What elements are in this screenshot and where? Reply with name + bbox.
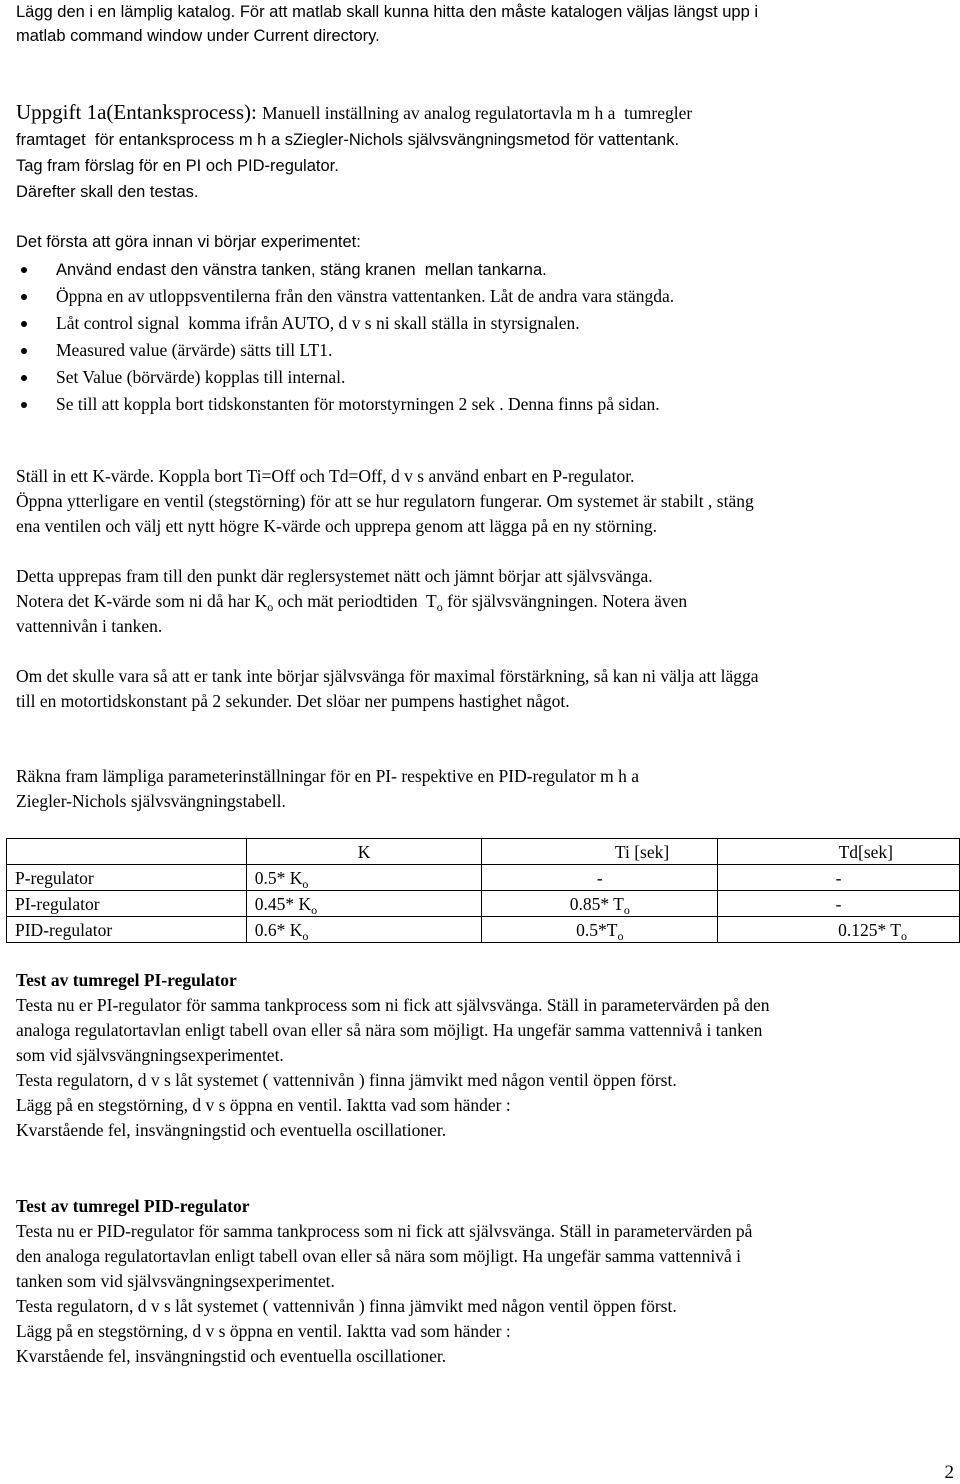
bullet-icon [21, 375, 27, 381]
bullet-icon [21, 294, 27, 300]
table-cell [246, 891, 482, 917]
bullet-icon [21, 348, 27, 354]
table-cell [482, 891, 718, 917]
task-line-2: framtaget för entanksprocess m h a sZiegler-Nichols självsvängningsmetod för vattentank. [16, 131, 680, 149]
table-header-cell: Ti [sek] [482, 839, 718, 865]
cell-value: - [835, 867, 842, 888]
before-heading: Det första att göra innan vi börjar experimentet: [16, 233, 361, 251]
procedure-line-3: ena ventilen och välj ett nytt högre K-värde och upprepa genom att lägga på en ny störning. [16, 516, 657, 536]
bullet-item [16, 283, 674, 310]
pid-test-line: Lägg på en stegstörning, d v s öppna en ventil. Iaktta vad som händer : [16, 1321, 511, 1341]
bullet-text: Se till att koppla bort tidskonstanten för motorstyrningen 2 sek . Denna finns på sidan. [56, 394, 660, 414]
bullet-text: Öppna en av utloppsventilerna från den vänstra vattentanken. Låt de andra vara stängda. [56, 286, 675, 306]
pid-test-line: Testa nu er PID-regulator för samma tankprocess som ni fick att självsvänga. Ställ in parametervärden på [16, 1221, 753, 1241]
subscript-o: o [302, 928, 309, 943]
pid-test-line: Kvarstående fel, insvängningstid och eventuella oscillationer. [16, 1346, 447, 1366]
table-cell: PI-regulator [7, 891, 247, 917]
bullet-text: Measured value (ärvärde) sätts till LT1. [56, 340, 333, 360]
pi-test-line: som vid självsvängningsexperimentet. [16, 1045, 284, 1065]
procedure-line-6: vattennivån i tanken. [16, 616, 163, 636]
pi-test-line: Kvarstående fel, insvängningstid och eventuella oscillationer. [16, 1120, 447, 1140]
page-number: 2 [944, 1462, 954, 1483]
subscript-o: o [302, 876, 309, 891]
pi-test-title: Test av tumregel PI-regulator [16, 970, 237, 990]
table-row [7, 917, 960, 943]
table-header-cell: Td[sek] [718, 839, 960, 865]
subscript-o: o [267, 600, 274, 614]
table-header-row [7, 839, 960, 865]
pid-test-title: Test av tumregel PID-regulator [16, 1196, 250, 1216]
bullet-icon [21, 267, 27, 273]
task-line-4: Därefter skall den testas. [16, 183, 199, 201]
cell-value: - [596, 867, 603, 888]
procedure-line-5-part-b: och mät periodtiden T [273, 591, 437, 611]
table-cell [718, 865, 960, 891]
table-cell [482, 865, 718, 891]
table-header-cell [7, 839, 247, 865]
cell-value: 0.45* K [254, 893, 312, 914]
bullet-text: Set Value (börvärde) kopplas till internal. [56, 367, 346, 387]
pid-test-line: tanken som vid självsvängningsexperimentet. [16, 1271, 335, 1291]
table-cell [482, 917, 718, 943]
table-cell [246, 917, 482, 943]
procedure-line-7: Om det skulle vara så att er tank inte börjar självsvänga för maximal förstärkning, så kan ni välja att lägga [16, 666, 759, 686]
before-bullet-list [16, 256, 674, 418]
procedure-line-2: Öppna ytterligare en ventil (stegstörning) för att se hur regulatorn fungerar. Om systemet är stabilt , stäng [16, 491, 754, 511]
pid-test-line: den analoga regulatortavlan enligt tabell ovan eller så nära som möjligt. Ha ungefär samma vattennivå i [16, 1246, 742, 1266]
bullet-item [16, 364, 674, 391]
subscript-o: o [901, 928, 907, 943]
subscript-o: o [623, 902, 630, 917]
cell-value: 0.5*T [576, 919, 618, 940]
table-cell: PID-regulator [7, 917, 247, 943]
bullet-item [16, 256, 674, 283]
table-row [7, 865, 960, 891]
procedure-line-10: Ziegler-Nichols självsvängningstabell. [16, 791, 286, 811]
cell-value: - [835, 893, 842, 914]
procedure-line-5-part-c: för självsvängningen. Notera även [442, 591, 688, 611]
table-cell: P-regulator [7, 865, 247, 891]
intro-line-2: matlab command window under Current directory. [16, 27, 380, 45]
procedure-line-8: till en motortidskonstant på 2 sekunder. Det slöar ner pumpens hastighet något. [16, 691, 570, 711]
task-title: Uppgift 1a(Entanksprocess): [16, 100, 263, 124]
subscript-o: o [311, 902, 318, 917]
subscript-o: o [436, 600, 443, 614]
procedure-line-1: Ställ in ett K-värde. Koppla bort Ti=Off och Td=Off, d v s använd enbart en P-regulator. [16, 466, 635, 486]
table-cell [718, 917, 960, 943]
bullet-item [16, 310, 674, 337]
subscript-o: o [617, 928, 624, 943]
cell-value: 0.85* T [569, 893, 624, 914]
pid-test-line: Testa regulatorn, d v s låt systemet ( vattennivån ) finna jämvikt med någon ventil öppen först. [16, 1296, 677, 1316]
table-cell [246, 865, 482, 891]
pi-test-line: Lägg på en stegstörning, d v s öppna en ventil. Iaktta vad som händer : [16, 1095, 511, 1115]
cell-value: 0.125* T [838, 919, 901, 940]
pi-test-line: Testa regulatorn, d v s låt systemet ( vattennivån ) finna jämvikt med någon ventil öppen först. [16, 1070, 677, 1090]
task-line-1-rest: Manuell inställning av analog regulatortavla m h a tumregler [262, 103, 693, 123]
table-row [7, 891, 960, 917]
procedure-line-9: Räkna fram lämpliga parameterinställningar för en PI- respektive en PID-regulator m h a [16, 766, 639, 786]
procedure-line-5-part-a: Notera det K-värde som ni då har K [16, 591, 268, 611]
procedure-line-4: Detta upprepas fram till den punkt där reglersystemet nätt och jämnt börjar att självsvänga. [16, 566, 653, 586]
task-line-3: Tag fram förslag för en PI och PID-regulator. [16, 157, 339, 175]
bullet-icon [21, 402, 27, 408]
intro-line-1: Lägg den i en lämplig katalog. För att matlab skall kunna hitta den måste katalogen väljas längst upp i [16, 3, 759, 21]
task-heading-line [16, 100, 692, 126]
table-cell [718, 891, 960, 917]
cell-value: 0.5* K [254, 867, 303, 888]
cell-value: 0.6* K [254, 919, 303, 940]
table-header-cell: K [246, 839, 482, 865]
procedure-line-5 [16, 589, 687, 614]
bullet-text: Använd endast den vänstra tanken, stäng kranen mellan tankarna. [56, 261, 547, 279]
pi-test-line: Testa nu er PI-regulator för samma tankprocess som ni fick att självsvänga. Ställ in parametervärden på den [16, 995, 770, 1015]
bullet-icon [21, 321, 27, 327]
ziegler-nichols-table [6, 838, 960, 943]
bullet-item [16, 337, 674, 364]
bullet-text: Låt control signal komma ifrån AUTO, d v s ni skall ställa in styrsignalen. [56, 313, 580, 333]
pi-test-line: analoga regulatortavlan enligt tabell ovan eller så nära som möjligt. Ha ungefär samma vattennivå i tanken [16, 1020, 763, 1040]
bullet-item [16, 391, 674, 418]
